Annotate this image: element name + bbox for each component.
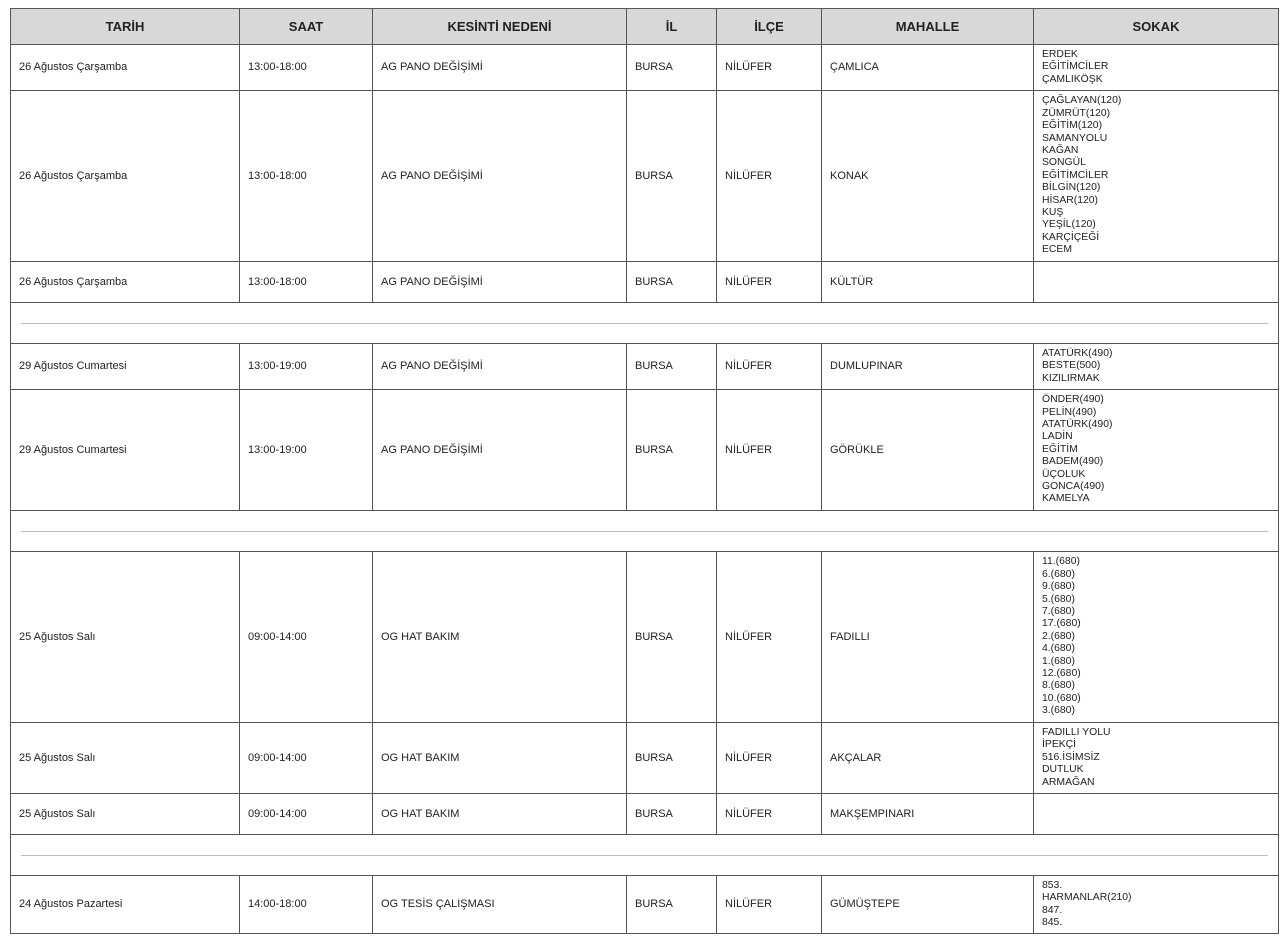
street-item: KARÇİÇEĞİ xyxy=(1042,231,1100,243)
street-item: DUTLUK xyxy=(1042,764,1084,776)
cell-time: 09:00-14:00 xyxy=(240,723,373,794)
street-item: ARMAĞAN xyxy=(1042,776,1095,788)
street-item: SONGÜL xyxy=(1042,157,1086,169)
street-item: 1.(680) xyxy=(1042,655,1075,667)
cell-neighborhood: GÖRÜKLE xyxy=(822,390,1034,511)
street-item: 17.(680) xyxy=(1042,618,1081,630)
street-item: KUŞ xyxy=(1042,207,1064,219)
cell-neighborhood: GÜMÜŞTEPE xyxy=(822,876,1034,934)
cell-neighborhood: KÜLTÜR xyxy=(822,262,1034,303)
header-province: İL xyxy=(627,9,717,45)
cell-time: 13:00-19:00 xyxy=(240,344,373,390)
cell-date: 25 Ağustos Salı xyxy=(11,552,240,723)
street-item: KIZILIRMAK xyxy=(1042,372,1100,384)
table-row xyxy=(11,390,1279,511)
separator-cell xyxy=(11,835,1279,876)
street-item: KAĞAN xyxy=(1042,144,1079,156)
cell-time: 14:00-18:00 xyxy=(240,876,373,934)
table-row xyxy=(11,45,1279,91)
cell-province: BURSA xyxy=(627,91,717,262)
cell-reason: OG HAT BAKIM xyxy=(373,552,627,723)
street-item: SAMANYOLU xyxy=(1042,132,1108,144)
cell-province: BURSA xyxy=(627,723,717,794)
street-item: HİSAR(120) xyxy=(1042,194,1099,206)
street-item: BİLGİN(120) xyxy=(1042,182,1101,194)
table-row xyxy=(11,344,1279,390)
cell-province: BURSA xyxy=(627,552,717,723)
street-item: 7.(680) xyxy=(1042,605,1075,617)
header-date: TARİH xyxy=(11,9,240,45)
cell-district: NİLÜFER xyxy=(717,390,822,511)
header-district: İLÇE xyxy=(717,9,822,45)
cell-streets xyxy=(1034,91,1279,262)
street-item: 10.(680) xyxy=(1042,692,1081,704)
header-row xyxy=(11,9,1279,45)
cell-time: 09:00-14:00 xyxy=(240,552,373,723)
street-item: YEŞİL(120) xyxy=(1042,219,1096,231)
street-item: BADEM(490) xyxy=(1042,456,1104,468)
street-item: ECEM xyxy=(1042,244,1073,256)
street-item: PELİN(490) xyxy=(1042,406,1097,418)
separator-row xyxy=(11,303,1279,344)
cell-reason: AG PANO DEĞİŞİMİ xyxy=(373,390,627,511)
cell-time: 13:00-18:00 xyxy=(240,45,373,91)
cell-neighborhood: AKÇALAR xyxy=(822,723,1034,794)
street-item: 12.(680) xyxy=(1042,668,1081,680)
street-item: LADİN xyxy=(1042,431,1073,443)
street-list xyxy=(1042,556,1270,717)
cell-reason: OG HAT BAKIM xyxy=(373,794,627,835)
street-list xyxy=(1042,95,1270,256)
cell-district: NİLÜFER xyxy=(717,262,822,303)
cell-neighborhood: KONAK xyxy=(822,91,1034,262)
cell-streets xyxy=(1034,794,1279,835)
cell-district: NİLÜFER xyxy=(717,552,822,723)
street-item: ÖNDER(490) xyxy=(1042,394,1104,406)
separator-line xyxy=(21,323,1268,324)
street-item: İPEKÇİ xyxy=(1042,739,1077,751)
cell-district: NİLÜFER xyxy=(717,794,822,835)
street-item: 11.(680) xyxy=(1042,556,1080,568)
street-item: ATATÜRK(490) xyxy=(1042,347,1113,359)
street-item: 6.(680) xyxy=(1042,568,1075,580)
street-item: 5.(680) xyxy=(1042,593,1075,605)
street-item: ERDEK xyxy=(1042,48,1078,60)
cell-neighborhood: MAKŞEMPINARI xyxy=(822,794,1034,835)
street-item: 8.(680) xyxy=(1042,680,1075,692)
table-body xyxy=(11,45,1279,934)
separator-line xyxy=(21,855,1268,856)
cell-neighborhood: ÇAMLICA xyxy=(822,45,1034,91)
separator-cell xyxy=(11,303,1279,344)
street-list xyxy=(1042,727,1270,789)
cell-date: 29 Ağustos Cumartesi xyxy=(11,390,240,511)
street-list xyxy=(1042,880,1270,930)
street-item: EĞİTİM(120) xyxy=(1042,120,1103,132)
cell-date: 25 Ağustos Salı xyxy=(11,723,240,794)
street-item: EĞİTİMCİLER xyxy=(1042,61,1109,73)
cell-district: NİLÜFER xyxy=(717,876,822,934)
cell-date: 25 Ağustos Salı xyxy=(11,794,240,835)
street-item: EĞİTİM xyxy=(1042,443,1078,455)
street-item: FADILLI YOLU xyxy=(1042,726,1111,738)
table-row xyxy=(11,262,1279,303)
table-row xyxy=(11,723,1279,794)
street-item: ATATÜRK(490) xyxy=(1042,418,1113,430)
outage-table xyxy=(10,8,1279,934)
street-item: HARMANLAR(210) xyxy=(1042,892,1132,904)
cell-district: NİLÜFER xyxy=(717,91,822,262)
street-list xyxy=(1042,394,1270,506)
cell-streets xyxy=(1034,723,1279,794)
cell-reason: AG PANO DEĞİŞİMİ xyxy=(373,91,627,262)
street-item: ÇAĞLAYAN(120) xyxy=(1042,95,1122,107)
cell-streets xyxy=(1034,344,1279,390)
cell-date: 29 Ağustos Cumartesi xyxy=(11,344,240,390)
header-time: SAAT xyxy=(240,9,373,45)
cell-province: BURSA xyxy=(627,876,717,934)
street-item: BESTE(500) xyxy=(1042,360,1101,372)
street-item: 853. xyxy=(1042,879,1063,891)
street-item: ÜÇOLUK xyxy=(1042,468,1086,480)
street-list xyxy=(1042,49,1270,86)
cell-date: 26 Ağustos Çarşamba xyxy=(11,262,240,303)
cell-date: 24 Ağustos Pazartesi xyxy=(11,876,240,934)
cell-reason: OG TESİS ÇALIŞMASI xyxy=(373,876,627,934)
cell-time: 13:00-19:00 xyxy=(240,390,373,511)
cell-streets xyxy=(1034,876,1279,934)
cell-province: BURSA xyxy=(627,262,717,303)
cell-district: NİLÜFER xyxy=(717,45,822,91)
table-row xyxy=(11,794,1279,835)
cell-district: NİLÜFER xyxy=(717,344,822,390)
cell-neighborhood: DUMLUPINAR xyxy=(822,344,1034,390)
cell-streets xyxy=(1034,262,1279,303)
street-item: 9.(680) xyxy=(1042,581,1075,593)
separator-row xyxy=(11,835,1279,876)
cell-time: 09:00-14:00 xyxy=(240,794,373,835)
cell-province: BURSA xyxy=(627,794,717,835)
cell-time: 13:00-18:00 xyxy=(240,262,373,303)
street-item: 3.(680) xyxy=(1042,705,1075,717)
header-street: SOKAK xyxy=(1034,9,1279,45)
cell-reason: OG HAT BAKIM xyxy=(373,723,627,794)
cell-province: BURSA xyxy=(627,390,717,511)
street-item: ÇAMLIKÖŞK xyxy=(1042,73,1103,85)
street-item: 516.İSİMSİZ xyxy=(1042,751,1100,763)
street-item: 845. xyxy=(1042,916,1063,928)
street-item: GONCA(490) xyxy=(1042,481,1105,493)
street-item: 2.(680) xyxy=(1042,630,1075,642)
header-reason: KESİNTİ NEDENİ xyxy=(373,9,627,45)
cell-date: 26 Ağustos Çarşamba xyxy=(11,91,240,262)
table-row xyxy=(11,876,1279,934)
cell-district: NİLÜFER xyxy=(717,723,822,794)
street-item: 847. xyxy=(1042,904,1063,916)
street-item: EĞİTİMCİLER xyxy=(1042,169,1109,181)
cell-neighborhood: FADILLI xyxy=(822,552,1034,723)
street-list xyxy=(1042,348,1270,385)
table-row xyxy=(11,91,1279,262)
cell-streets xyxy=(1034,390,1279,511)
cell-streets xyxy=(1034,45,1279,91)
cell-reason: AG PANO DEĞİŞİMİ xyxy=(373,45,627,91)
separator-cell xyxy=(11,511,1279,552)
cell-streets xyxy=(1034,552,1279,723)
cell-reason: AG PANO DEĞİŞİMİ xyxy=(373,262,627,303)
header-neighborhood: MAHALLE xyxy=(822,9,1034,45)
cell-reason: AG PANO DEĞİŞİMİ xyxy=(373,344,627,390)
street-item: 4.(680) xyxy=(1042,643,1075,655)
table-row xyxy=(11,552,1279,723)
separator-row xyxy=(11,511,1279,552)
street-item: ZÜMRÜT(120) xyxy=(1042,107,1111,119)
cell-province: BURSA xyxy=(627,45,717,91)
cell-date: 26 Ağustos Çarşamba xyxy=(11,45,240,91)
street-item: KAMELYA xyxy=(1042,493,1090,505)
cell-province: BURSA xyxy=(627,344,717,390)
separator-line xyxy=(21,531,1268,532)
cell-time: 13:00-18:00 xyxy=(240,91,373,262)
